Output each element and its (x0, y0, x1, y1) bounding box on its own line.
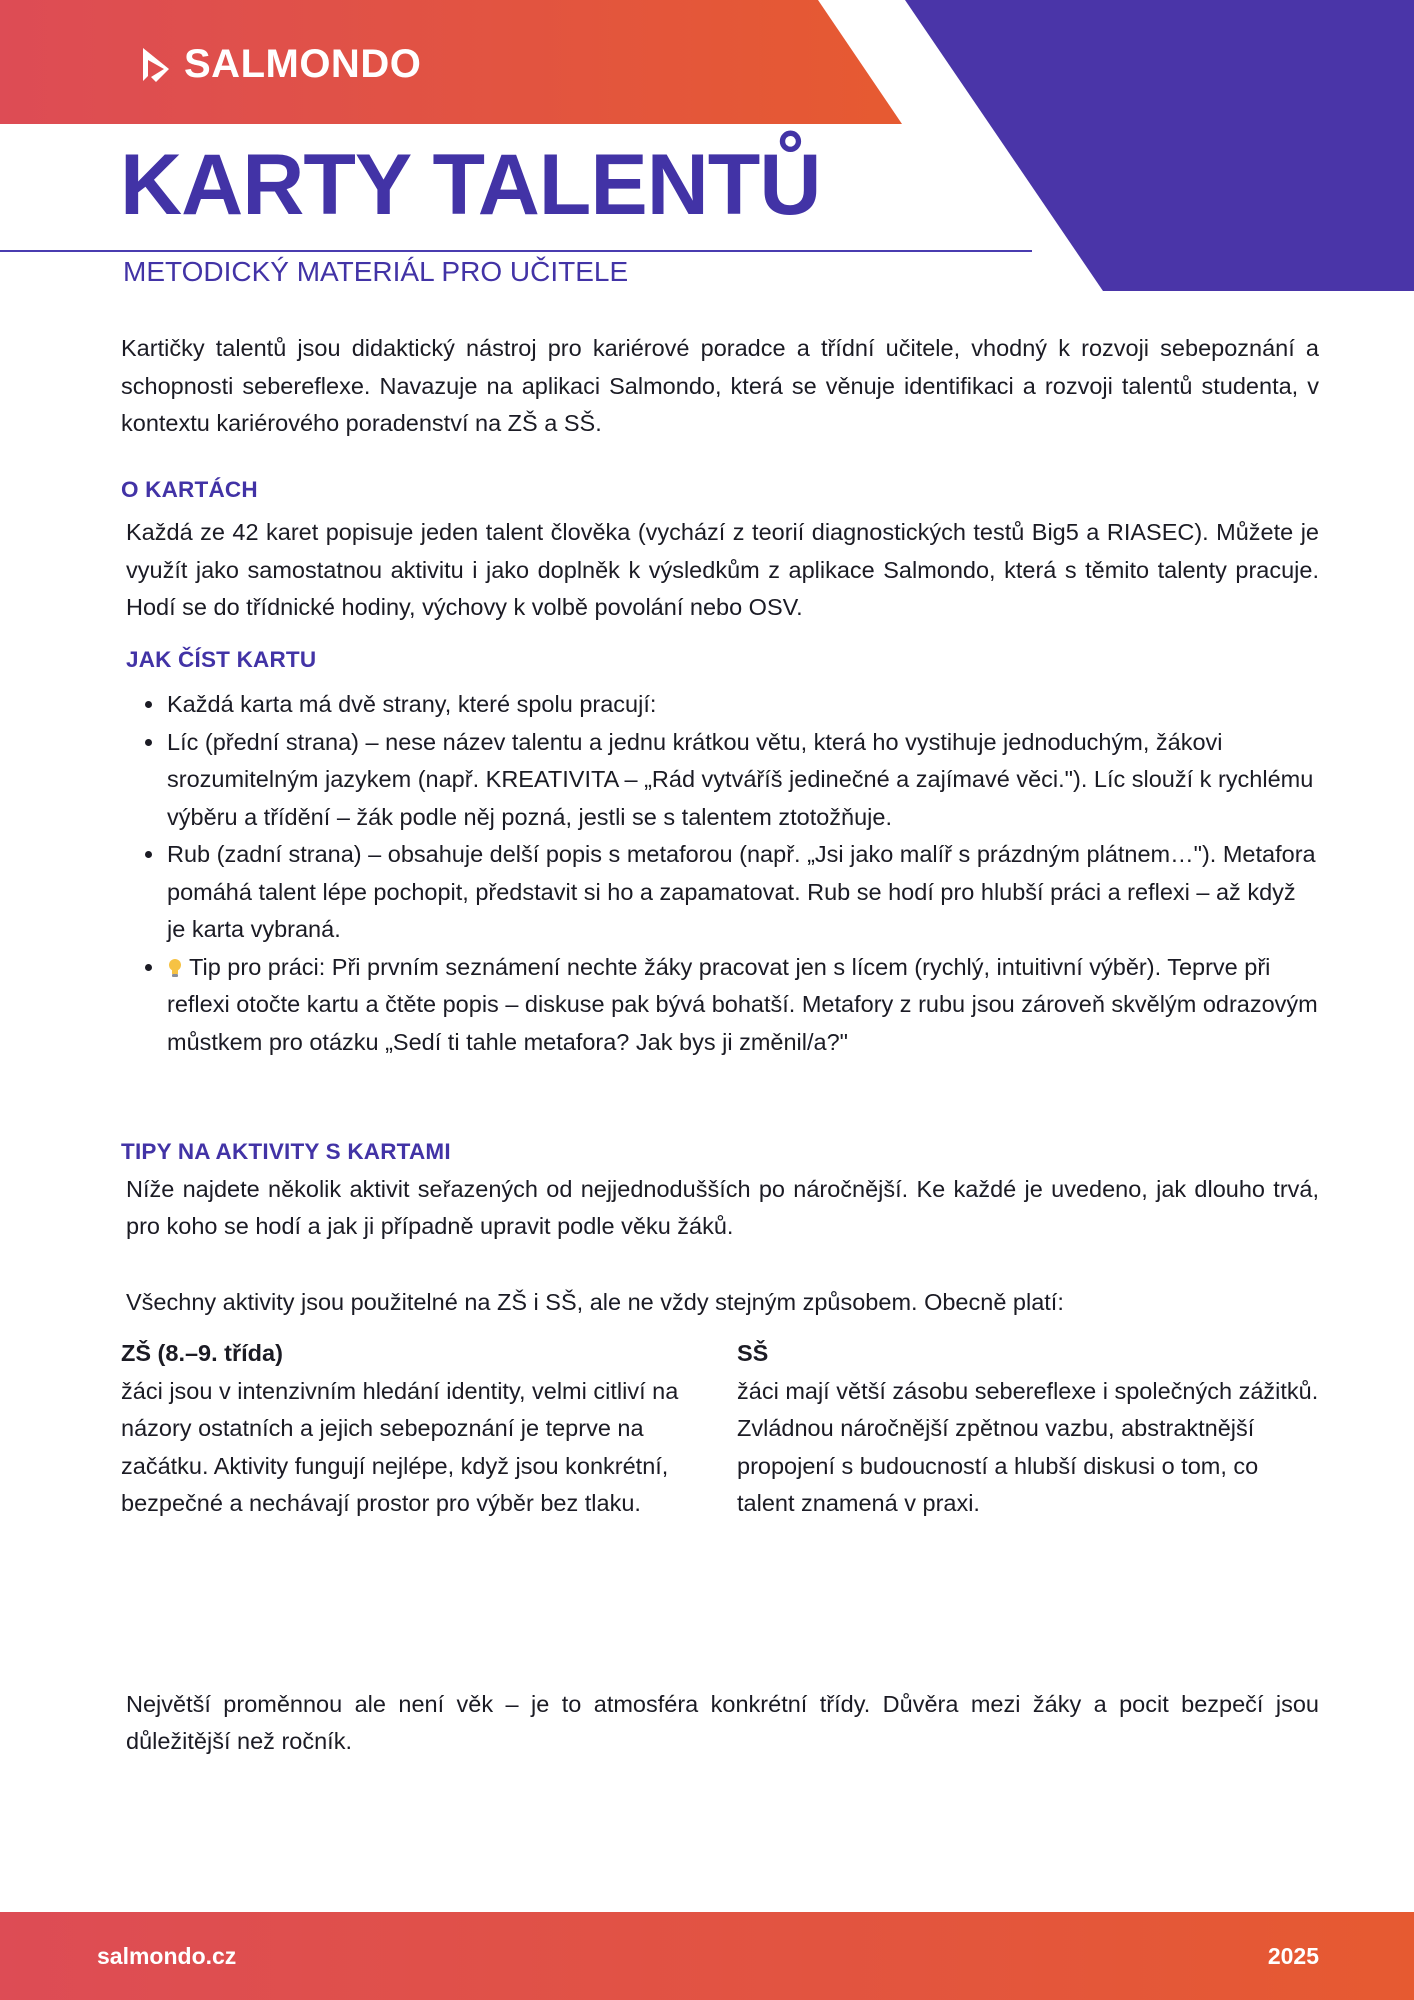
document-body (121, 330, 1319, 1761)
column-zs (121, 1335, 703, 1523)
footer-url: salmondo.cz (97, 1943, 237, 1969)
tips-paragraph: Níže najdete několik aktivit seřazených od nejjednodušších po náročnější. Ke každé je uvedeno, jak dlouho trvá, pro koho se hodí a jak ji případně upravit podle věku žáků. (126, 1175, 1319, 1239)
lightbulb-icon (167, 958, 183, 978)
column-heading: ZŠ (8.–9. třída) (121, 1340, 283, 1366)
howto-list (121, 686, 1319, 1061)
about-paragraph: Každá ze 42 karet popisuje jeden talent člověka (vychází z teorií diagnostických testů Big5 a RIASEC). Můžete je využít jako samostatnou aktivitu i jako doplněk k výsledkům z aplikace Salmondo, která s těmito talenty pracuje. Hodí se do třídnické hodiny, výchovy k volbě povolání nebo OSV. (126, 519, 1319, 620)
brand-logo (140, 42, 421, 87)
column-text: žáci mají větší zásobu sebereflexe i společných zážitků. Zvládnou náročnější zpětnou vazbu, abstraktnější propojení s budoucností a hlubší diskusi o tom, co talent znamená v praxi. (737, 1377, 1319, 1516)
list-item: • Tip pro práci: Při prvním seznámení nechte žáky pracovat jen s lícem (rychlý, intuitivní výběr). Teprve při reflexi otočte kartu a čtěte popis – diskuse pak bývá bohatší. Metafory z rubu jsou zároveň skvělým odrazovým můstkem pro otázku „Sedí ti tahle metafora? Jak bys ji změnil/a?" (166, 949, 1319, 1062)
age-columns (121, 1335, 1319, 1523)
howto-heading: JAK ČÍST KARTU (126, 646, 317, 672)
footer-year: 2025 (1267, 1943, 1319, 1969)
coral-banner-shape (0, 0, 902, 124)
footer-bar (0, 1912, 1414, 2000)
tips-heading: TIPY NA AKTIVITY S KARTAMI (121, 1139, 451, 1164)
list-item: • Rub (zadní strana) – obsahuje delší popis s metaforou (např. „Jsi jako malíř s prázdným plátnem…"). Metafora pomáhá talent lépe pochopit, představit si ho a zapamatovat. Rub se hodí pro hlubší práci a reflexi – až když je karta vybraná. (166, 836, 1319, 949)
closing-paragraph: Největší proměnnou ale není věk – je to atmosféra konkrétní třídy. Důvěra mezi žáky a pocit bezpečí jsou důležitější než ročník. (126, 1690, 1319, 1754)
intro-paragraph: Kartičky talentů jsou didaktický nástroj pro kariérové poradce a třídní učitele, vhodný k rozvoji sebepoznání a schopnosti sebereflexe. Navazuje na aplikaci Salmondo, která se věnuje identifikaci a rozvoji talentů studenta, v kontextu kariérového poradenství na ZŠ a SŠ. (121, 335, 1319, 436)
page-title: KARTY TALENTŮ (120, 137, 821, 233)
about-heading: O KARTÁCH (121, 476, 258, 502)
page-subtitle: METODICKÝ MATERIÁL PRO UČITELE (123, 256, 629, 287)
list-item: • Líc (přední strana) – nese název talentu a jednu krátkou větu, která ho vystihuje jednoduchým, žákovi srozumitelným jazykem (např. KREATIVITA – „Rád vytváříš jedinečné a zajímavé věci."). Líc slouží k rychlému výběru a třídění – žák podle něj pozná, jestli se s talentem ztotožňuje. (166, 724, 1319, 837)
salmondo-fish-icon (140, 45, 170, 85)
brand-name: SALMONDO (184, 42, 422, 86)
list-item: • Každá karta má dvě strany, které spolu pracují: (166, 686, 1319, 724)
column-ss (737, 1335, 1319, 1523)
column-heading: SŠ (737, 1340, 769, 1366)
title-divider (0, 250, 1032, 252)
tips-general-paragraph: Všechny aktivity jsou použitelné na ZŠ i SŠ, ale ne vždy stejným způsobem. Obecně platí: (126, 1288, 1064, 1315)
column-text: žáci jsou v intenzivním hledání identity, velmi citliví na názory ostatních a jejich sebepoznání je teprve na začátku. Aktivity fungují nejlépe, když jsou konkrétní, bezpečné a nechávají prostor pro výběr bez tlaku. (121, 1377, 679, 1516)
violet-corner-shape (905, 0, 1414, 291)
